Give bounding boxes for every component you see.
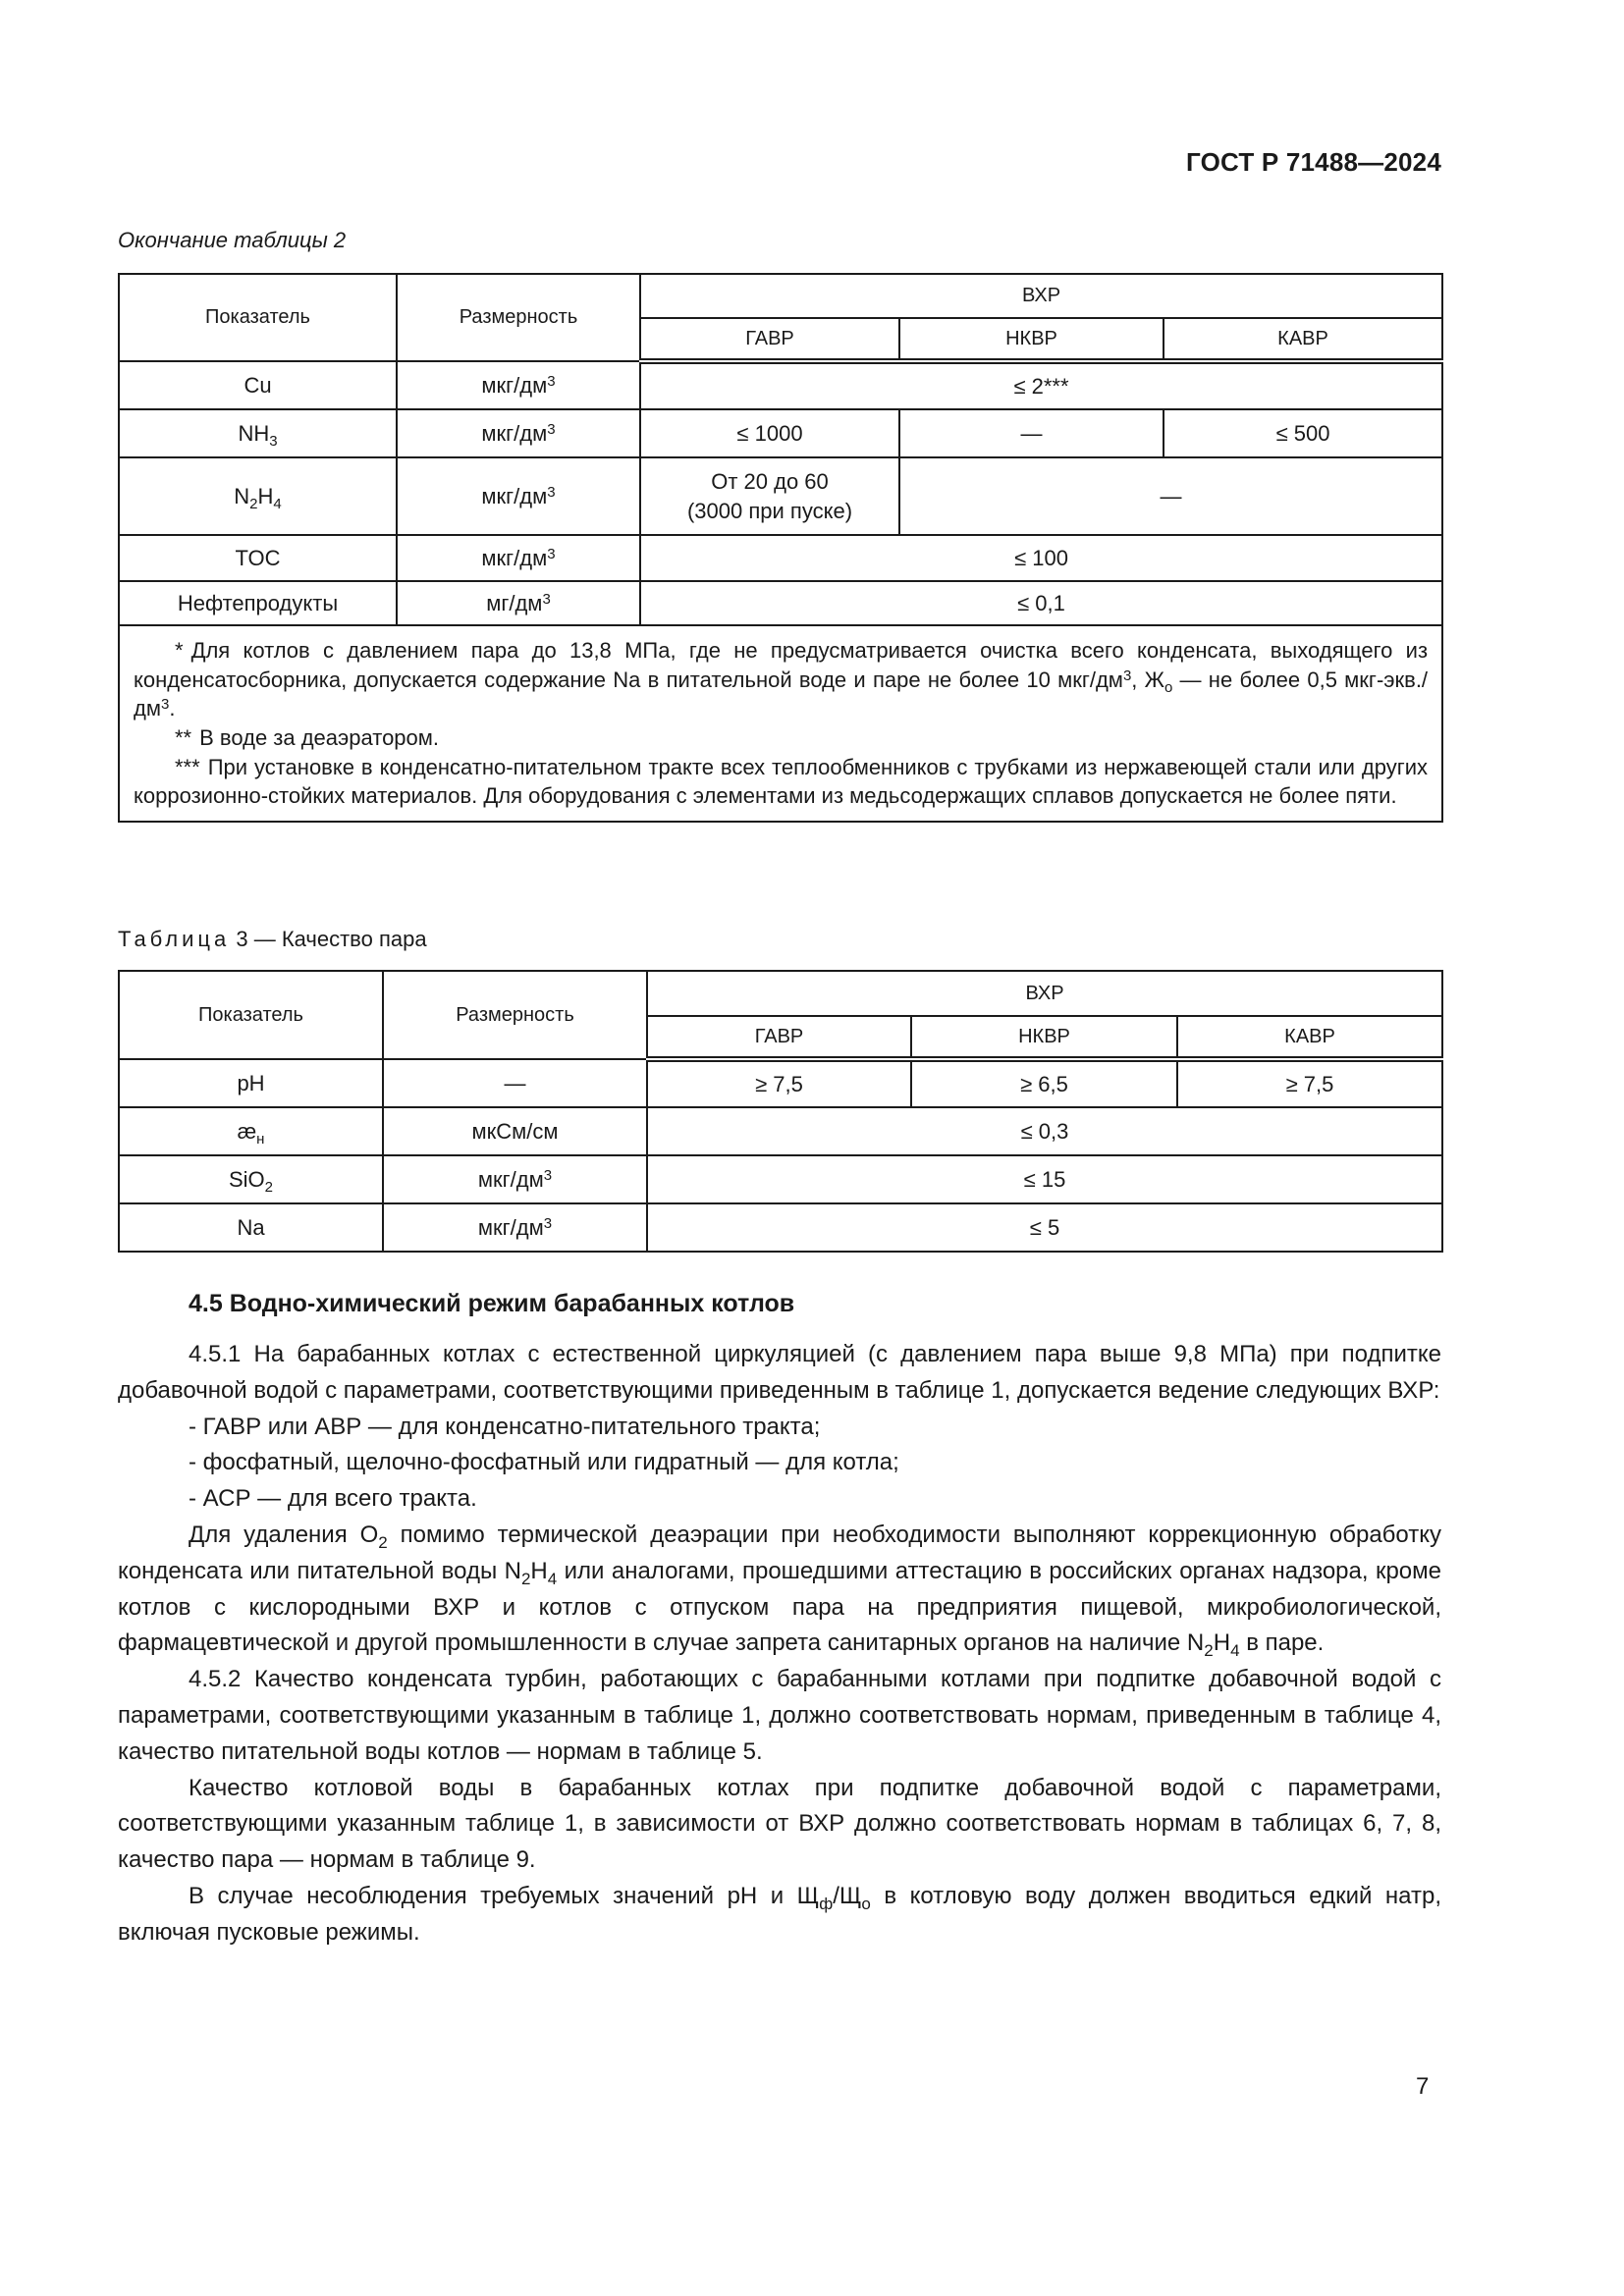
paragraph-4-5-2: 4.5.2 Качество конденсата турбин, работающих с барабанными котлами при подпитке добавочной водой с параметрами, соответствующими указанным в таблице 1, должно соответствовать нормам, приведенным в таблице 4, качество питательной воды котлов — нормам в таблице 5. — [118, 1666, 1441, 1765]
table-row — [119, 1059, 1442, 1107]
list-item: - ГАВР или АВР — для конденсатно-питательного тракта; — [189, 1413, 821, 1440]
table-footnotes-row — [119, 625, 1442, 822]
unit-cell: мкг/$дм^3$ — [397, 457, 640, 535]
table-row — [119, 581, 1442, 625]
value-cell-nkvr-kavr: — — [899, 457, 1442, 535]
unit-cell: мкг/$дм^3$ — [397, 535, 640, 581]
value-cell-merged: ≤ 0,1 — [640, 581, 1442, 625]
page-number: 7 — [1416, 2073, 1430, 2100]
col-header-nkvr: НКВР — [911, 1016, 1177, 1059]
table-row — [119, 409, 1442, 457]
value-cell-merged: ≤ 100 — [640, 535, 1442, 581]
table-row — [119, 535, 1442, 581]
col-header-gavr: ГАВР — [647, 1016, 911, 1059]
value-cell-nkvr: ≥ 6,5 — [911, 1059, 1177, 1107]
value-cell-nkvr: — — [899, 409, 1164, 457]
col-header-kavr: КАВР — [1164, 318, 1442, 361]
list-item: - АСР — для всего тракта. — [189, 1485, 477, 1513]
indicator-cell: pH — [119, 1059, 383, 1107]
value-cell-gavr: ≥ 7,5 — [647, 1059, 911, 1107]
list-item: - фосфатный, щелочно-фосфатный или гидратный — для котла; — [189, 1449, 899, 1476]
unit-cell: мкг/$дм^3$ — [397, 409, 640, 457]
unit-cell: мкСм/см — [383, 1107, 647, 1155]
indicator-cell: $æ_н$ — [119, 1107, 383, 1155]
indicator-cell: TOC — [119, 535, 397, 581]
col-header-vkhr-group: ВХР — [647, 971, 1442, 1016]
section-heading: 4.5 Водно-химический режим барабанных котлов — [189, 1290, 795, 1317]
table-row — [119, 1155, 1442, 1203]
col-header-vkhr-group: ВХР — [640, 274, 1442, 318]
value-cell-kavr: ≤ 500 — [1164, 409, 1442, 457]
table-row — [119, 361, 1442, 409]
table2-caption: Окончание таблицы 2 — [118, 228, 347, 252]
table3-steam-quality — [118, 970, 1443, 1253]
col-header-unit: Размерность — [397, 274, 640, 361]
paragraph-caustic-soda: В случае несоблюдения требуемых значений pH и $Щ_ф/Щ_о$ в котловую воду должен вводиться едкий натр, включая пусковые режимы. — [118, 1882, 1441, 1946]
indicator-cell: Cu — [119, 361, 397, 409]
document-code-header: ГОСТ Р 71488—2024 — [1186, 147, 1441, 177]
col-header-gavr: ГАВР — [640, 318, 899, 361]
indicator-cell: $N_2H_4$ — [119, 457, 397, 535]
paragraph-4-5-1: 4.5.1 На барабанных котлах с естественной циркуляцией (с давлением пара выше 9,8 МПа) при подпитке добавочной водой с параметрами, соответствующими приведенным в таблице 1, допускается ведение следующих ВХР: — [118, 1341, 1441, 1404]
col-header-indicator: Показатель — [119, 971, 383, 1059]
value-cell-merged: ≤ 0,3 — [647, 1107, 1442, 1155]
indicator-cell: $NH_3$ — [119, 409, 397, 457]
unit-cell: мкг/$дм^3$ — [383, 1155, 647, 1203]
col-header-nkvr: НКВР — [899, 318, 1164, 361]
table-footnotes — [119, 625, 1442, 822]
unit-cell: $мг/дм^3$ — [397, 581, 640, 625]
value-cell-merged: ≤ 2*** — [640, 361, 1442, 409]
value-cell-kavr: ≥ 7,5 — [1177, 1059, 1442, 1107]
value-cell-merged: ≤ 15 — [647, 1155, 1442, 1203]
value-cell-gavr: От 20 до 60 (3000 при пуске) — [640, 457, 899, 535]
paragraph-boiler-water: Качество котловой воды в барабанных котлах при подпитке добавочной водой с параметрами, соответствующими указанным таблице 1, в зависимости от ВХР должно соответствовать нормам в таблицах 6, 7, 8, качество пара — нормам в таблице 9. — [118, 1774, 1441, 1874]
indicator-cell: SiO$_2$ — [119, 1155, 383, 1203]
footnote-1: * Для котлов с давлением пара до 13,8 МПа, где не предусматривается очистка всего конденсата, выходящего из конденсатосборника, допускается содержание Na в питательной воде и паре не более 10 мкг/$дм^3$, $Ж_о$ — не более 0,5 мкг-$экв./дм^3$. — [134, 638, 1429, 721]
col-header-unit: Размерность — [383, 971, 647, 1059]
indicator-cell: Na — [119, 1203, 383, 1252]
table-row — [119, 457, 1442, 535]
value-cell-gavr: ≤ 1000 — [640, 409, 899, 457]
footnote-2: ** В воде за деаэратором. — [175, 725, 440, 751]
col-header-indicator: Показатель — [119, 274, 397, 361]
unit-cell: мкг/$дм^3$ — [383, 1203, 647, 1252]
section-body — [118, 1337, 1441, 1951]
table3-caption: Таблица 3 — Качество пара — [118, 927, 427, 951]
footnote-3: *** При установке в конденсатно-питательном тракте всех теплообменников с трубками из нержавеющей стали или других коррозионно-стойких материалов. Для оборудования с элементами из медьсодержащих сплавов допускается не более пяти. — [134, 754, 1429, 809]
table-row — [119, 1107, 1442, 1155]
unit-cell: — — [383, 1059, 647, 1107]
unit-cell: мкг/$дм^3$ — [397, 361, 640, 409]
table2-continuation — [118, 273, 1443, 823]
col-header-kavr: КАВР — [1177, 1016, 1442, 1059]
value-cell-merged: ≤ 5 — [647, 1203, 1442, 1252]
paragraph-oxygen-removal: Для удаления $O_2$ помимо термической деаэрации при необходимости выполняют коррекционную обработку конденсата или питательной воды $N_2H_4$ или аналогами, прошедшими аттестацию в российских органах надзора, кроме котлов с кислородными ВХР и котлов с отпуском пара на предприятия пищевой, микробиологической, фармацевтической и другой промышленности в случае запрета санитарных органов на наличие $N_2H_4$ в паре. — [118, 1521, 1441, 1661]
indicator-cell: Нефтепродукты — [119, 581, 397, 625]
table-row — [119, 1203, 1442, 1252]
